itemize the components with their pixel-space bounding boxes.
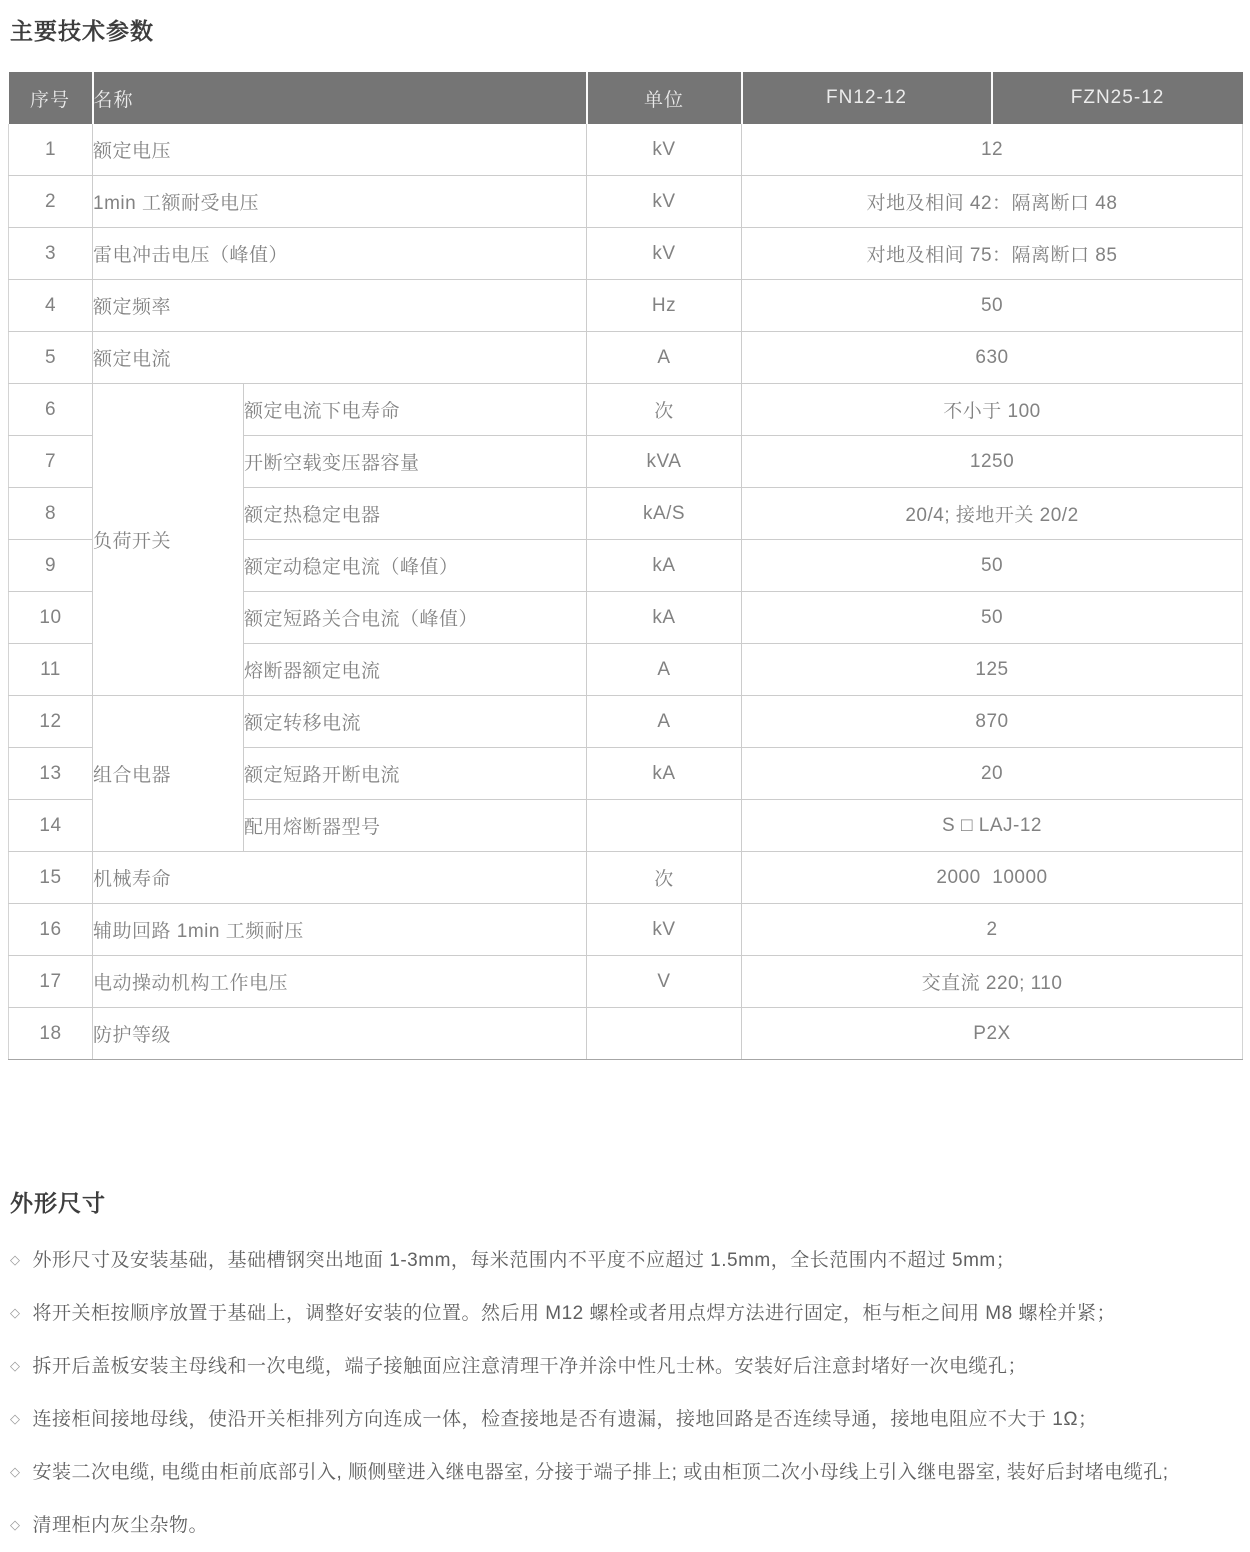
param-name-cell: 配用熔断器型号 [244, 800, 587, 852]
table-row [9, 176, 1243, 228]
table-row [9, 124, 1243, 176]
unit-cell [587, 800, 742, 852]
unit-cell: Hz [587, 280, 742, 332]
diamond-bullet-icon: ◇ [10, 1252, 21, 1267]
unit-cell: A [587, 644, 742, 696]
note-item [10, 1446, 1242, 1499]
value-cell: 12 [742, 124, 1243, 176]
table-row [9, 956, 1243, 1008]
value-cell: 对地及相间 75：隔离断口 85 [742, 228, 1243, 280]
unit-cell [587, 1008, 742, 1060]
row-index-cell: 15 [9, 852, 93, 904]
table-row [9, 852, 1243, 904]
value-cell: 125 [742, 644, 1243, 696]
value-cell: P2X [742, 1008, 1243, 1060]
diamond-bullet-icon: ◇ [10, 1305, 21, 1320]
table-row [9, 332, 1243, 384]
header-col-name: 名称 [93, 72, 587, 124]
note-text: 将开关柜按顺序放置于基础上，调整好安装的位置。然后用 M12 螺栓或者用点焊方法进行固定，柜与柜之间用 M8 螺栓并紧； [32, 1303, 1116, 1324]
value-cell: 2000 10000 [742, 852, 1243, 904]
params-table-body [9, 124, 1243, 1060]
header-col-fzn25: FZN25-12 [992, 72, 1243, 124]
row-index-cell: 4 [9, 280, 93, 332]
row-index-cell: 16 [9, 904, 93, 956]
param-name-cell: 雷电冲击电压（峰值） [93, 228, 587, 280]
value-cell: 不小于 100 [742, 384, 1243, 436]
table-row [9, 1008, 1243, 1060]
param-name-cell: 熔断器额定电流 [244, 644, 587, 696]
note-item [10, 1499, 1242, 1552]
unit-cell: kVA [587, 436, 742, 488]
unit-cell: A [587, 332, 742, 384]
unit-cell: kV [587, 176, 742, 228]
value-cell: 2 [742, 904, 1243, 956]
param-name-cell: 辅助回路 1min 工频耐压 [93, 904, 587, 956]
param-name-cell: 机械寿命 [93, 852, 587, 904]
row-index-cell: 1 [9, 124, 93, 176]
value-cell: 50 [742, 540, 1243, 592]
param-name-cell: 额定短路关合电流（峰值） [244, 592, 587, 644]
param-name-cell: 额定转移电流 [244, 696, 587, 748]
note-text: 外形尺寸及安装基础，基础槽钢突出地面 1-3mm，每米范围内不平度不应超过 1.5mm，全长范围内不超过 5mm； [32, 1250, 1016, 1271]
value-cell: S □ LAJ-12 [742, 800, 1243, 852]
diamond-bullet-icon: ◇ [10, 1358, 21, 1373]
section-title-dimensions: 外形尺寸 [10, 1190, 106, 1216]
diamond-bullet-icon: ◇ [10, 1464, 21, 1479]
table-header-row [9, 72, 1243, 124]
row-index-cell: 13 [9, 748, 93, 800]
param-group-cell: 负荷开关 [93, 384, 244, 696]
unit-cell: kA [587, 748, 742, 800]
unit-cell: kV [587, 228, 742, 280]
row-index-cell: 18 [9, 1008, 93, 1060]
value-cell: 20/4; 接地开关 20/2 [742, 488, 1243, 540]
row-index-cell: 6 [9, 384, 93, 436]
unit-cell: kV [587, 904, 742, 956]
unit-cell: A [587, 696, 742, 748]
value-cell: 50 [742, 280, 1243, 332]
param-name-cell: 额定热稳定电器 [244, 488, 587, 540]
row-index-cell: 2 [9, 176, 93, 228]
note-item [10, 1287, 1242, 1340]
note-item [10, 1393, 1242, 1446]
param-name-cell: 电动操动机构工作电压 [93, 956, 587, 1008]
value-cell: 对地及相间 42：隔离断口 48 [742, 176, 1243, 228]
installation-notes [8, 1234, 1242, 1552]
row-index-cell: 7 [9, 436, 93, 488]
table-row [9, 904, 1243, 956]
row-index-cell: 14 [9, 800, 93, 852]
unit-cell: kA [587, 592, 742, 644]
value-cell: 630 [742, 332, 1243, 384]
row-index-cell: 10 [9, 592, 93, 644]
page-title: 主要技术参数 [10, 18, 154, 44]
params-table [8, 72, 1243, 1060]
table-row [9, 384, 1243, 436]
value-cell: 50 [742, 592, 1243, 644]
param-name-cell: 额定动稳定电流（峰值） [244, 540, 587, 592]
header-col-unit: 单位 [587, 72, 742, 124]
row-index-cell: 12 [9, 696, 93, 748]
param-group-cell: 组合电器 [93, 696, 244, 852]
param-name-cell: 额定电流下电寿命 [244, 384, 587, 436]
value-cell: 20 [742, 748, 1243, 800]
value-cell: 1250 [742, 436, 1243, 488]
diamond-bullet-icon: ◇ [10, 1411, 21, 1426]
note-text: 安装二次电缆, 电缆由柜前底部引入, 顺侧壁进入继电器室, 分接于端子排上; 或由柜顶二次小母线上引入继电器室, 装好后封堵电缆孔; [32, 1462, 1169, 1483]
unit-cell: kA/S [587, 488, 742, 540]
row-index-cell: 9 [9, 540, 93, 592]
header-col-no: 序号 [9, 72, 93, 124]
table-row [9, 696, 1243, 748]
param-name-cell: 额定电压 [93, 124, 587, 176]
param-name-cell: 开断空载变压器容量 [244, 436, 587, 488]
param-name-cell: 防护等级 [93, 1008, 587, 1060]
row-index-cell: 17 [9, 956, 93, 1008]
table-row [9, 228, 1243, 280]
note-item [10, 1234, 1242, 1287]
unit-cell: kA [587, 540, 742, 592]
header-col-fn12: FN12-12 [742, 72, 992, 124]
value-cell: 交直流 220; 110 [742, 956, 1243, 1008]
param-name-cell: 1min 工额耐受电压 [93, 176, 587, 228]
note-text: 拆开后盖板安装主母线和一次电缆，端子接触面应注意清理干净并涂中性凡士林。安装好后注意封堵好一次电缆孔； [32, 1356, 1028, 1377]
unit-cell: 次 [587, 384, 742, 436]
table-row [9, 280, 1243, 332]
unit-cell: V [587, 956, 742, 1008]
note-text: 连接柜间接地母线，使沿开关柜排列方向连成一体，检查接地是否有遗漏，接地回路是否连续导通，接地电阻应不大于 1Ω； [32, 1409, 1098, 1430]
param-name-cell: 额定频率 [93, 280, 587, 332]
note-text: 清理柜内灰尘杂物。 [32, 1515, 209, 1536]
diamond-bullet-icon: ◇ [10, 1517, 21, 1532]
value-cell: 870 [742, 696, 1243, 748]
note-item [10, 1340, 1242, 1393]
row-index-cell: 11 [9, 644, 93, 696]
param-name-cell: 额定电流 [93, 332, 587, 384]
row-index-cell: 8 [9, 488, 93, 540]
param-name-cell: 额定短路开断电流 [244, 748, 587, 800]
row-index-cell: 5 [9, 332, 93, 384]
row-index-cell: 3 [9, 228, 93, 280]
unit-cell: 次 [587, 852, 742, 904]
unit-cell: kV [587, 124, 742, 176]
